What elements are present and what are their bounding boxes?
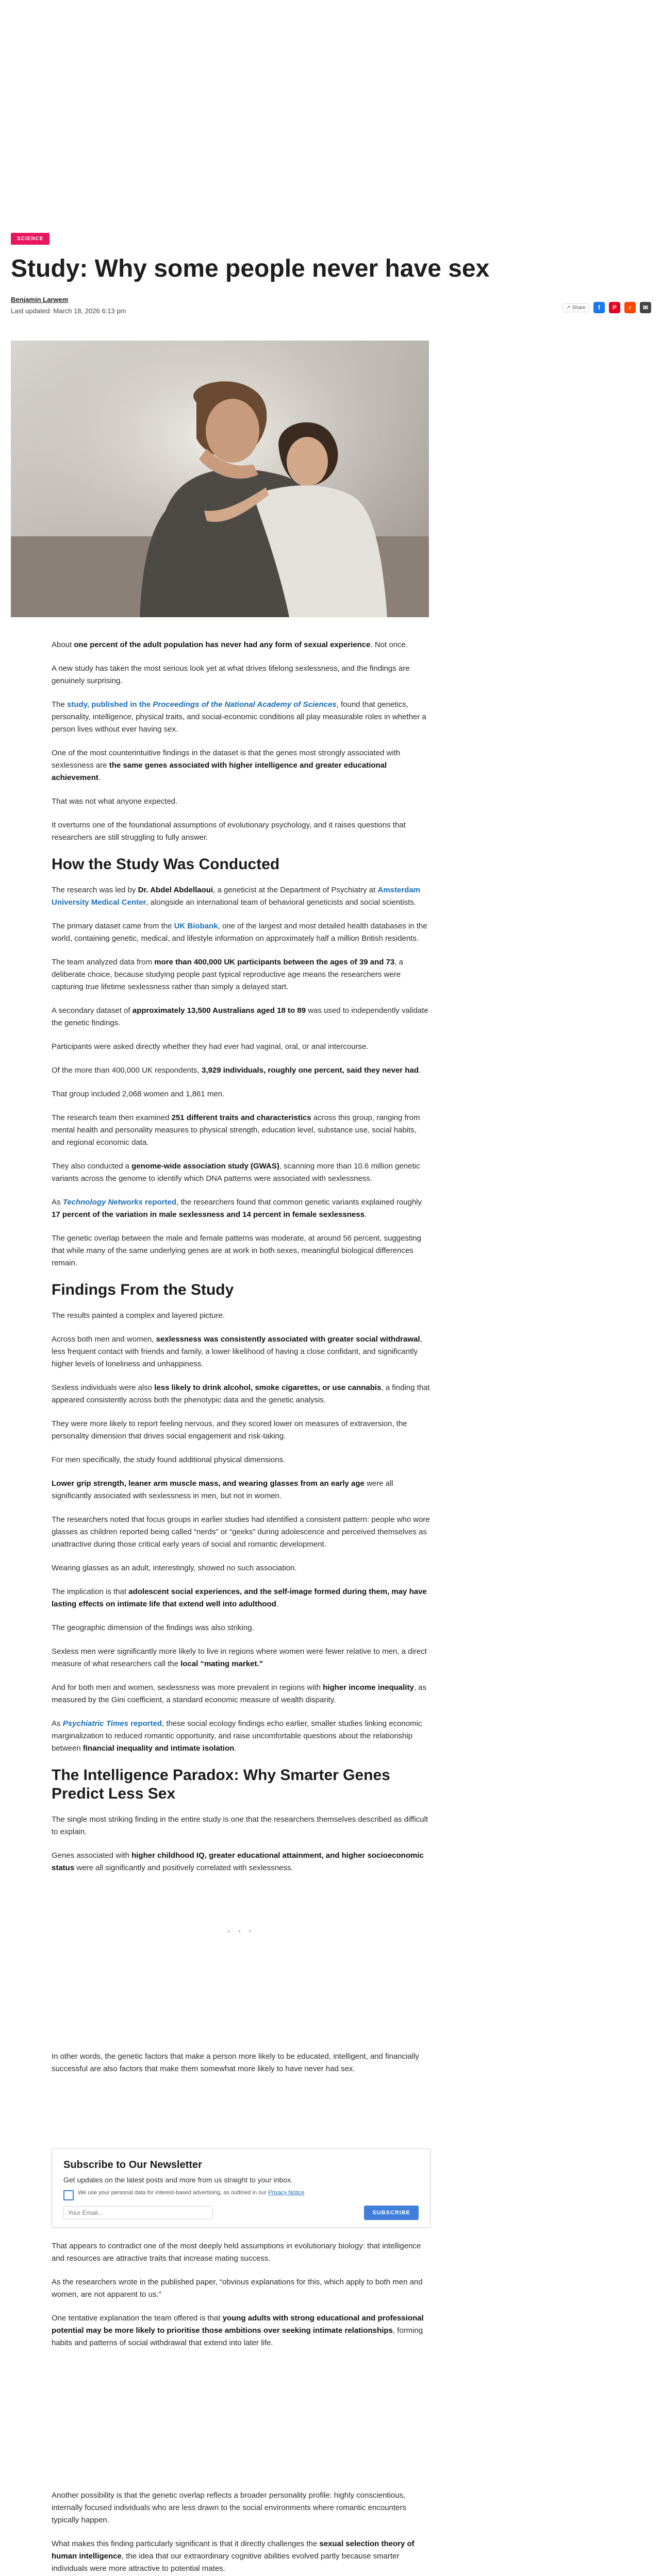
paragraph: That appears to contradict one of the most deeply held assumptions in evolutionary biology: that intelligence and resources are attractive traits that increase mating success. xyxy=(52,2242,421,2263)
paragraph: They also conducted a genome-wide association study (GWAS), scanning more than 10.6 million genetic variants across the genome to identify which DNA patterns were associated with sexlessness. xyxy=(52,1162,420,1183)
share-button[interactable] xyxy=(562,303,589,312)
paragraph: The results painted a complex and layered picture. xyxy=(52,1311,225,1320)
ad-slot xyxy=(52,1886,431,2040)
section-heading-conducted: How the Study Was Conducted xyxy=(52,856,280,873)
paragraph: The primary dataset came from the UK Biobank, one of the largest and most detailed health databases in the world, containing genetic, medical, and lifestyle information on approximately half a million British residents. xyxy=(52,922,427,943)
facebook-icon[interactable]: f xyxy=(593,302,605,313)
paragraph: What makes this finding particularly significant is that it directly challenges the sexual selection theory of human intelligence, the idea that our extraordinary cognitive abilities evolved partly because smarter individuals were more attractive to potential mates. xyxy=(52,2539,415,2573)
share-bar xyxy=(562,302,651,313)
article-title: Study: Why some people never have sex xyxy=(11,255,490,282)
paragraph: Of the more than 400,000 UK respondents, 3,929 individuals, roughly one percent, said they never had. xyxy=(52,1066,421,1075)
section-heading-findings: Findings From the Study xyxy=(52,1281,234,1298)
paragraph: The study, published in the Proceedings of the National Academy of Sciences, found that genetics, personality, intelligence, physical traits, and social-economic conditions all play measurable roles in whether a person lives without ever having sex. xyxy=(52,700,426,734)
newsletter-title: Subscribe to Our Newsletter xyxy=(63,2159,202,2171)
paragraph: The single most striking finding in the entire study is one that the researchers themselves described as difficult to explain. xyxy=(52,1815,428,1836)
paragraph: One tentative explanation the team offered is that young adults with strong educational and professional potential may be more likely to prioritise those ambitions over seeking intimate relationships, forming habits and patterns of social withdrawal that extend into later life. xyxy=(52,2314,424,2347)
ad-slot xyxy=(52,2087,431,2138)
paragraph: As Technology Networks reported, the researchers found that common genetic variants explained roughly 17 percent of the variation in male sexlessness and 14 percent in female sexlessness. xyxy=(52,1198,422,1219)
newsletter-consent xyxy=(63,2189,419,2200)
paragraph: The researchers noted that focus groups in earlier studies had identified a consistent pattern: people who wore glasses as children reported being called “nerds” or “geeks” during adolescence and perceived themselves as unattractive during those critical early years of social and romantic development. xyxy=(52,1515,430,1549)
paragraph: As Psychiatric Times reported, these social ecology findings echo earlier, smaller studies linking economic marginalization to reduced romantic opportunity, and raise uncomfortable questions about the relationship between financial inequality and intimate isolation. xyxy=(52,1719,422,1753)
author-link[interactable]: Benjamin Larwem xyxy=(11,296,69,303)
paragraph: The research was led by Dr. Abdel Abdellaoui, a geneticist at the Department of Psychiatry at Amsterdam University Medical Center, alongside an international team of behavioral geneticists and social scientists. xyxy=(52,886,421,907)
paragraph: For men specifically, the study found additional physical dimensions. xyxy=(52,1455,286,1464)
consent-label: We use your personal data for interest-based advertising, as outlined in our xyxy=(78,2190,269,2196)
consent-text xyxy=(78,2189,304,2197)
paragraph: The genetic overlap between the male and female patterns was moderate, at around 56 percent, suggesting that while many of the same underlying genes are at work in both sexes, meaningful biological differences remain. xyxy=(52,1234,422,1267)
paragraph: Another possibility is that the genetic overlap reflects a broader personality profile: highly conscientious, internally focused individuals who are less drawn to the social environments where romantic encounters typically happen. xyxy=(52,2491,406,2524)
paragraph: It overturns one of the foundational assumptions of evolutionary psychology, and it raises questions that researchers are still struggling to fully answer. xyxy=(52,821,406,842)
paragraph: A new study has taken the most serious look yet at what drives lifelong sexlessness, and the findings are genuinely surprising. xyxy=(52,664,410,685)
last-updated: Last updated: March 18, 2026 6:13 pm xyxy=(11,307,126,315)
hero-photo xyxy=(11,341,429,617)
privacy-notice-link[interactable]: Privacy Notice xyxy=(268,2190,305,2196)
newsletter-form xyxy=(63,2206,419,2220)
newsletter-subtitle: Get updates on the latest posts and more from us straight to your inbox. xyxy=(63,2176,293,2184)
ad-slot xyxy=(52,2361,431,2479)
section-heading-paradox: The Intelligence Paradox: Why Smarter Genes Predict Less Sex xyxy=(52,1767,390,1802)
inline-link[interactable]: Technology Networks reported xyxy=(62,1198,177,1207)
consent-checkbox[interactable] xyxy=(63,2190,74,2200)
paradox-section xyxy=(52,1814,431,2576)
paragraph: That group included 2,068 women and 1,861 men. xyxy=(52,1090,225,1098)
conducted-section xyxy=(52,884,431,1269)
inline-link[interactable]: UK Biobank xyxy=(174,922,218,930)
paragraph: The implication is that adolescent social experiences, and the self-image formed during them, may have lasting effects on intimate life that extend well into adulthood. xyxy=(52,1587,427,1608)
newsletter-box xyxy=(52,2148,431,2228)
paragraph: Genes associated with higher childhood IQ, greater educational attainment, and higher socioeconomic status were all significantly and positively correlated with sexlessness. xyxy=(52,1851,424,1872)
paragraph: Wearing glasses as an adult, interestingly, showed no such association. xyxy=(52,1564,297,1572)
paragraph: Participants were asked directly whether they had ever had vaginal, oral, or anal intercourse. xyxy=(52,1042,369,1051)
email-input[interactable] xyxy=(63,2206,213,2219)
paragraph: And for both men and women, sexlessness was more prevalent in regions with higher income inequality, as measured by the Gini coefficient, a standard economic measure of wealth disparity. xyxy=(52,1683,426,1704)
paragraph: One of the most counterintuitive findings in the dataset is that the genes most strongly associated with sexlessness are the same genes associated with higher intelligence and greater educational achievement. xyxy=(52,749,401,782)
paragraph: Across both men and women, sexlessness was consistently associated with greater social withdrawal, less frequent contact with friends and family, a lower likelihood of having a close confidant, and significantly higher levels of loneliness and unhappiness. xyxy=(52,1335,422,1368)
paragraph: Sexless men were significantly more likely to live in regions where women were fewer relative to men, a direct measure of what researchers call the local “mating market.” xyxy=(52,1647,427,1668)
email-icon[interactable]: ✉ xyxy=(640,302,651,313)
paragraph: A secondary dataset of approximately 13,500 Australians aged 18 to 89 was used to independently validate the genetic findings. xyxy=(52,1006,428,1027)
paragraph: The team analyzed data from more than 400,000 UK participants between the ages of 39 and 73, a deliberate choice, because studying people past typical reproductive age means the researchers were capturing true lifetime sexlessness rather than simply a delayed start. xyxy=(52,958,403,991)
hero-image xyxy=(11,341,429,617)
subscribe-button[interactable]: SUBSCRIBE xyxy=(364,2206,419,2220)
article-body xyxy=(52,639,431,2576)
reddit-icon[interactable]: r xyxy=(624,302,636,313)
inline-link[interactable]: Amsterdam University Medical Center xyxy=(52,886,421,907)
intro-section xyxy=(52,639,431,844)
share-label: Share xyxy=(572,304,586,311)
ad-loading-dots: • • • xyxy=(227,1927,255,1935)
paragraph: The research team then examined 251 different traits and characteristics across this group, ranging from mental health and personality measures to physical strength, education level, substance use, social habits, and regional economic data. xyxy=(52,1113,420,1147)
inline-link[interactable]: Psychiatric Times reported xyxy=(62,1719,162,1728)
paragraph: They were more likely to report feeling nervous, and they scored lower on measures of extraversion, the personality dimension that drives social engagement and risk-taking. xyxy=(52,1419,407,1440)
inline-link[interactable]: study, published in the Proceedings of the National Academy of Sciences xyxy=(67,700,337,709)
paragraph: In other words, the genetic factors that make a person more likely to be educated, intelligent, and financially successful are also factors that make them somewhat more likely to have never had sex. xyxy=(52,2052,419,2073)
pinterest-icon[interactable]: P xyxy=(609,302,620,313)
findings-section xyxy=(52,1310,431,1755)
paragraph: Lower grip strength, leaner arm muscle mass, and wearing glasses from an early age were all significantly associated with sexlessness in men, but not in women. xyxy=(52,1479,393,1500)
paragraph: About one percent of the adult population has never had any form of sexual experience. Not once. xyxy=(52,640,408,649)
paragraph: As the researchers wrote in the published paper, “obvious explanations for this, which apply to both men and women, are not apparent to us.” xyxy=(52,2278,423,2299)
share-icon: ↗ xyxy=(566,304,571,311)
paragraph: Sexless individuals were also less likely to drink alcohol, smoke cigarettes, or use cannabis, a finding that appeared consistently across both the phenotypic data and the genetic analysis. xyxy=(52,1383,430,1404)
paragraph: That was not what anyone expected. xyxy=(52,797,178,806)
paragraph: The geographic dimension of the findings was also striking. xyxy=(52,1623,254,1632)
category-badge[interactable]: SCIENCE xyxy=(11,233,49,245)
